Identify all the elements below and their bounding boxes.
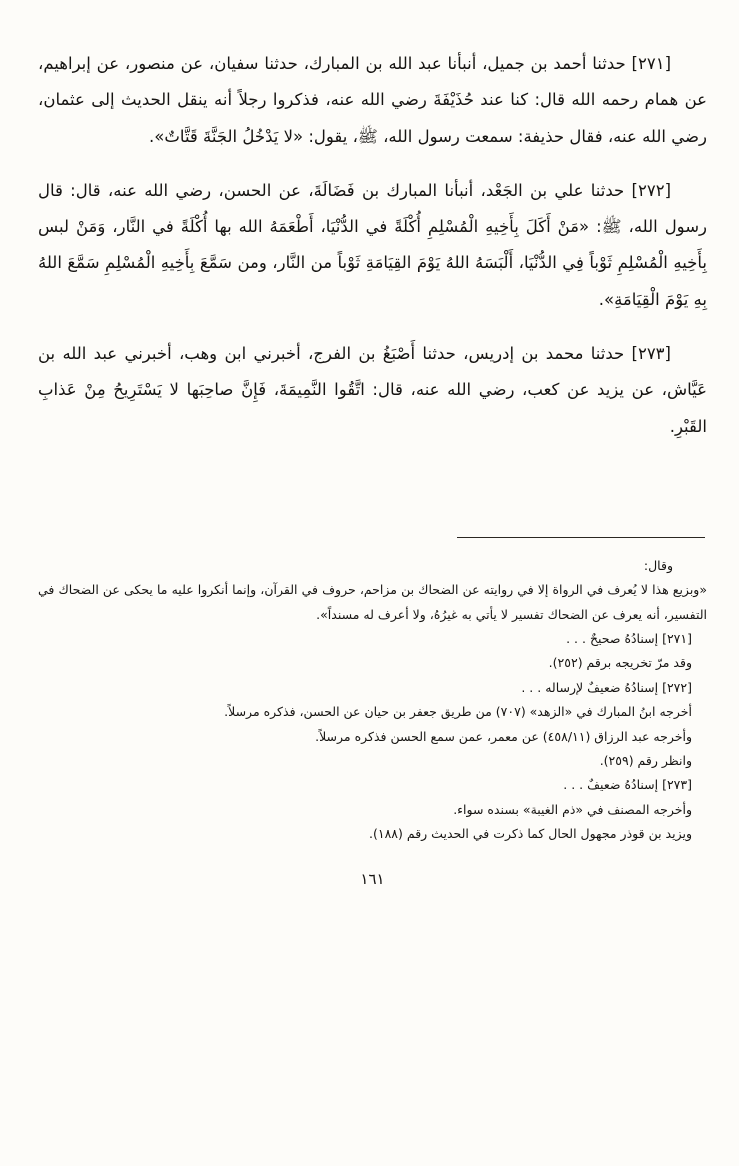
hadith-number: [٢٧٣] xyxy=(631,344,671,364)
footnote-entry: وانظر رقم (٢٥٩). xyxy=(599,752,692,768)
hadith-text: حدثنا علي بن الجَعْد، أنبأنا المبارك بن فَضَالَةَ، عن الحسن، رضي الله عنه، قال: قال رسول الله، ﷺ: «مَنْ أَكَلَ بِأَخِيهِ الْمُسْلِمِ أُكْلَةً في الدُّنْيَا، أَطْعَمَهُ الله بها أُكْلَةً في النَّار، وَمَنْ لبس بِأَخِيهِ الْمُسْلِمِ ثَوْباً فِي الدُّنْيَا، أَلْبَسَهُ اللهُ يَوْمَ القِيَامَةِ ثَوْباً من النَّار، ومن سَمَّعَ بِأَخِيهِ الْمُسْلِمِ سَمَّعَ اللهُ بِهِ يَوْمَ الْقِيَامَةِ». xyxy=(38,180,707,309)
footnote-quote: «وبزيع هذا لا يُعرف في الرواة إلا في روايته عن الضحاك بن مزاحم، حروف في القرآن، وإنما أنكروا عليه ما يحكى عن الضحاك في التفسير، أنه يعرف عن الضحاك تفسير لا يأتي به غيرُهُ، ولا أعرف له مسنداً». xyxy=(38,582,707,622)
hadith-text: حدثنا محمد بن إدريس، حدثنا أَصْبَغُ بن الفرج، أخبرني ابن وهب، أخبرني عبد الله بن عَيَّاش، عن يزيد عن كعب، رضي الله عنه، قال: اتَّقُوا النَّمِيمَةَ، فَإِنَّ صاحِبَها لا يَسْتَرِيحُ مِنْ عَذابِ القَبْرِ. xyxy=(38,344,707,436)
page-content xyxy=(38,46,707,888)
hadith-number: [٢٧٢] xyxy=(631,180,672,200)
hadith-text: حدثنا أحمد بن جميل، أنبأنا عبد الله بن المبارك، حدثنا سفيان، عن منصور، عن إبراهيم، عن همام رحمه الله قال: كنا عند حُذَيْفَةَ رضي الله عنه، فذكروا رجلاً أنه ينقل الحديث إلى عثمان، رضي الله عنه، فقال حذيفة: سمعت رسول الله، ﷺ، يقول: «لا يَدْخُلُ الجَنَّةَ قَتَّاتٌ». xyxy=(38,54,707,146)
hadith-paragraph-273 xyxy=(38,336,707,445)
hadith-paragraph-272 xyxy=(38,173,707,318)
footnote-entry: وأخرجه المصنف في «ذم الغيبة» بسنده سواء. xyxy=(453,801,692,817)
hadith-paragraph-271 xyxy=(38,46,707,155)
footnote-entry: وقد مرّ تخريجه برقم (٢٥٢). xyxy=(548,655,692,671)
hadith-number: [٢٧١] xyxy=(631,54,671,73)
footnote-entry: وأخرجه عبد الرزاق (٤٥٨/١١) عن معمر، عمن سمع الحسن فذكره مرسلاً. xyxy=(315,728,692,744)
page-number: ١٦١ xyxy=(360,870,385,889)
footnote-entry: ويزيد بن قوذر مجهول الحال كما ذكرت في الحديث رقم (١٨٨). xyxy=(369,826,692,842)
footnotes-block xyxy=(38,554,707,847)
footnote-entry: [٢٧١] إسنادُهُ صحيحٌ . . . xyxy=(566,631,692,647)
footnote-separator-rule xyxy=(457,537,705,538)
footnote-entry: [٢٧٢] إسنادُهُ ضعيفٌ لإرساله . . . xyxy=(521,679,692,695)
footnote-entry: [٢٧٣] إسنادُهُ ضعيفٌ . . . xyxy=(563,777,692,793)
footnote-intro: وقال: xyxy=(643,557,673,573)
footnote-entry: أخرجه ابنُ المبارك في «الزهد» (٧٠٧) من طريق جعفر بن حيان عن الحسن، فذكره مرسلاً. xyxy=(224,704,692,720)
